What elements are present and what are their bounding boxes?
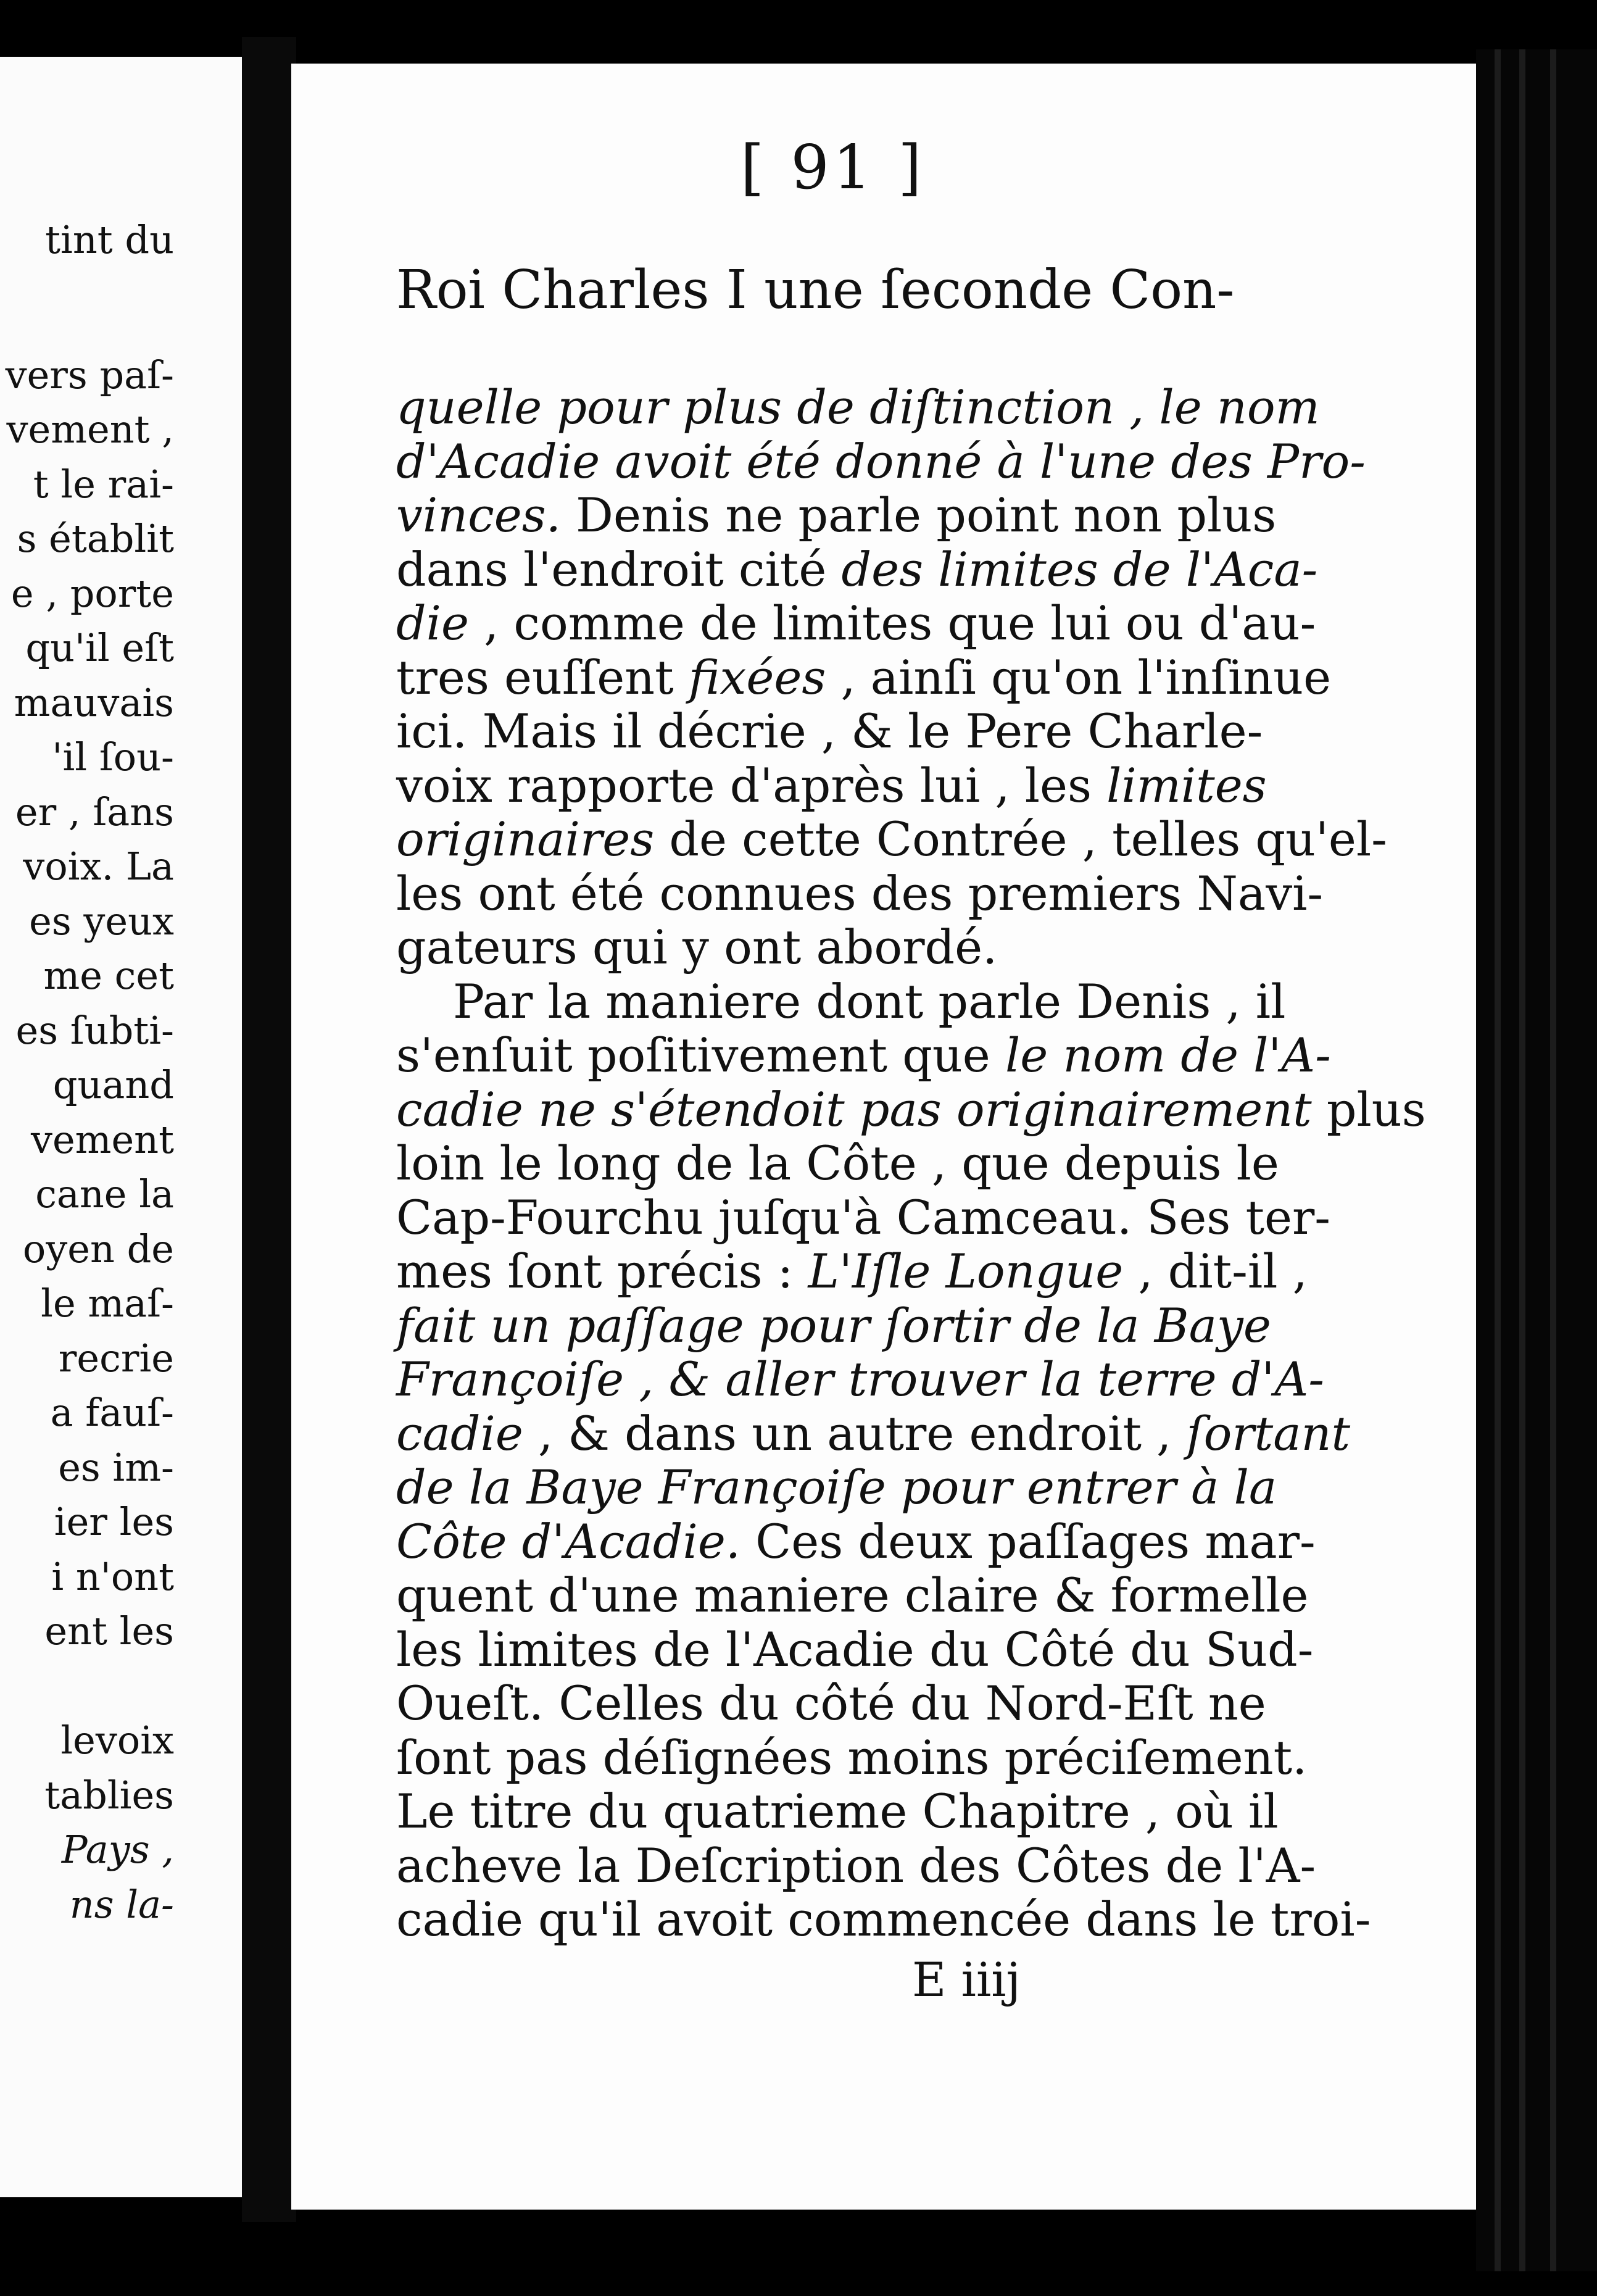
left-page-line: qu'il eſt [25, 625, 174, 670]
left-page-line: recrie [58, 1335, 174, 1381]
roman-text: ſont pas déſignées moins préciſement. [396, 1729, 1308, 1785]
text-line [396, 704, 1263, 759]
italic-text: d'Acadie avoit été donné à l'une des Pro- [396, 433, 1366, 489]
roman-text: les ont été connues des premiers Navi- [396, 865, 1324, 921]
roman-text: tres euſſent [396, 649, 689, 705]
left-page-line: t le rai- [33, 461, 174, 507]
left-page-line: er , ſans [15, 789, 174, 834]
roman-text: gateurs qui y ont abordé. [396, 920, 998, 975]
left-page-line: vement [30, 1117, 174, 1162]
text-line [396, 1729, 1308, 1785]
left-page-line: vement , [6, 407, 174, 452]
roman-text: cadie qu'il avoit commencée dans le troi- [396, 1892, 1371, 1947]
text-line [396, 1352, 1324, 1407]
left-page-line: vers paſ- [5, 352, 174, 397]
text-line [396, 649, 1332, 705]
text-line [396, 1405, 1351, 1461]
text-line [396, 1081, 1426, 1137]
text-line [396, 1892, 1371, 1947]
italic-text: cadie ne s'étendoit pas originairement [396, 1081, 1312, 1137]
text-line [396, 1189, 1330, 1245]
italic-text: le nom de l'A- [1005, 1028, 1331, 1083]
left-page-line: levoix [60, 1718, 174, 1763]
italic-text: ſortant [1186, 1405, 1351, 1461]
roman-text: Denis ne parle point non plus [560, 488, 1277, 543]
italic-text: Françoiſe , & aller trouver la terre d'A- [396, 1352, 1324, 1407]
book-gutter [242, 37, 296, 2222]
left-page [0, 57, 242, 2197]
text-line [396, 1136, 1279, 1191]
italic-text: des limites de l'Aca- [841, 541, 1318, 597]
text-line [396, 1676, 1266, 1731]
roman-text: , comme de limites que lui ou d'au- [468, 596, 1316, 651]
left-page-line: i n'ont [51, 1554, 174, 1599]
roman-text: mes ſont précis : [396, 1244, 808, 1299]
left-page-line: ent les [44, 1608, 174, 1653]
running-first-line: Roi Charles I une ſeconde Con- [396, 259, 1235, 321]
left-page-line: a fauſ- [50, 1390, 174, 1435]
text-line [396, 757, 1267, 813]
text-line [396, 1460, 1277, 1515]
text-line [396, 920, 1217, 975]
roman-text: Ces deux paſſages mar- [740, 1513, 1316, 1569]
text-line [396, 596, 1316, 651]
page-number: [ 91 ] [740, 133, 926, 203]
italic-text: Côte d'Acadie. [396, 1513, 740, 1569]
roman-text: quent d'une maniere claire & formelle [396, 1568, 1309, 1623]
text-line [396, 380, 1320, 435]
text-line [396, 488, 1277, 543]
italic-text: cadie [396, 1405, 523, 1461]
text-line [396, 1621, 1314, 1677]
italic-text: fixées [688, 649, 826, 705]
left-page-line: le maſ- [41, 1281, 174, 1326]
signature-catchword: E iiij [912, 1952, 1021, 2007]
roman-text: , & dans un autre endroit , [523, 1405, 1187, 1461]
roman-text: Par la maniere dont parle Denis , il [453, 973, 1286, 1029]
roman-text: acheve la Deſcription des Côtes de l'A- [396, 1837, 1316, 1893]
left-page-line: mauvais [14, 680, 174, 725]
left-page-line: quand [52, 1062, 174, 1107]
roman-text: ici. Mais il décrie , & le Pere Charle- [396, 704, 1263, 759]
left-page-line: oyen de [22, 1226, 174, 1271]
text-line [396, 1568, 1309, 1623]
text-line [396, 1784, 1279, 1839]
text-line [396, 1244, 1308, 1299]
text-line [396, 973, 1286, 1029]
italic-text: originaires [396, 812, 655, 867]
italic-text: quelle pour plus de diſtinction , le nom [396, 380, 1320, 435]
left-page-line: es yeux [29, 898, 174, 944]
italic-text: L'Iſle Longue [808, 1244, 1124, 1299]
left-page-line: ns la- [69, 1881, 174, 1927]
book-edge [1476, 49, 1597, 2271]
roman-text: plus [1311, 1081, 1426, 1137]
italic-text: limites [1106, 757, 1267, 813]
text-line [396, 1028, 1331, 1083]
left-page-line: Pays , [61, 1827, 174, 1872]
left-page-line: ier les [54, 1499, 174, 1544]
left-page-line: 'il ſou- [52, 734, 174, 780]
text-line [396, 865, 1324, 921]
left-page-line: e , porte [10, 570, 174, 616]
text-line [396, 1297, 1271, 1353]
roman-text: , dit-il , [1123, 1244, 1308, 1299]
text-line [396, 1837, 1316, 1893]
roman-text: les limites de l'Acadie du Côté du Sud- [396, 1621, 1314, 1677]
italic-text: fait un paſſage pour ſortir de la Baye [396, 1297, 1271, 1353]
italic-text: vinces. [396, 488, 561, 543]
roman-text: voix rapporte d'après lui , les [396, 757, 1107, 813]
text-line [396, 1513, 1316, 1569]
text-line [396, 541, 1318, 597]
left-page-line: s établit [17, 516, 174, 561]
left-page-line: me cet [43, 953, 174, 998]
page-body [396, 259, 1426, 1947]
italic-text: de la Baye Françoiſe pour entrer à la [396, 1460, 1277, 1515]
left-page-line: tint du [45, 217, 174, 262]
roman-text: Le titre du quatrieme Chapitre , où il [396, 1784, 1279, 1839]
text-line [396, 433, 1366, 489]
roman-text: loin le long de la Côte , que depuis le [396, 1136, 1279, 1191]
left-page-line: cane la [35, 1171, 174, 1217]
roman-text: Oueſt. Celles du côté du Nord-Eſt ne [396, 1676, 1266, 1731]
italic-text: die [396, 596, 469, 651]
roman-text: de cette Contrée , telles qu'el- [654, 812, 1387, 867]
roman-text: dans l'endroit cité [396, 541, 842, 597]
left-page-line: voix. La [23, 844, 174, 889]
text-line [396, 812, 1387, 867]
left-page-line: es im- [58, 1444, 174, 1490]
left-page-line: tablies [44, 1772, 174, 1818]
left-page-line: es ſubti- [15, 1007, 174, 1053]
roman-text: Cap-Fourchu juſqu'à Camceau. Ses ter- [396, 1189, 1330, 1245]
roman-text: s'enſuit poſitivement que [396, 1028, 1005, 1083]
roman-text: , ainſi qu'on l'inſinue [826, 649, 1332, 705]
